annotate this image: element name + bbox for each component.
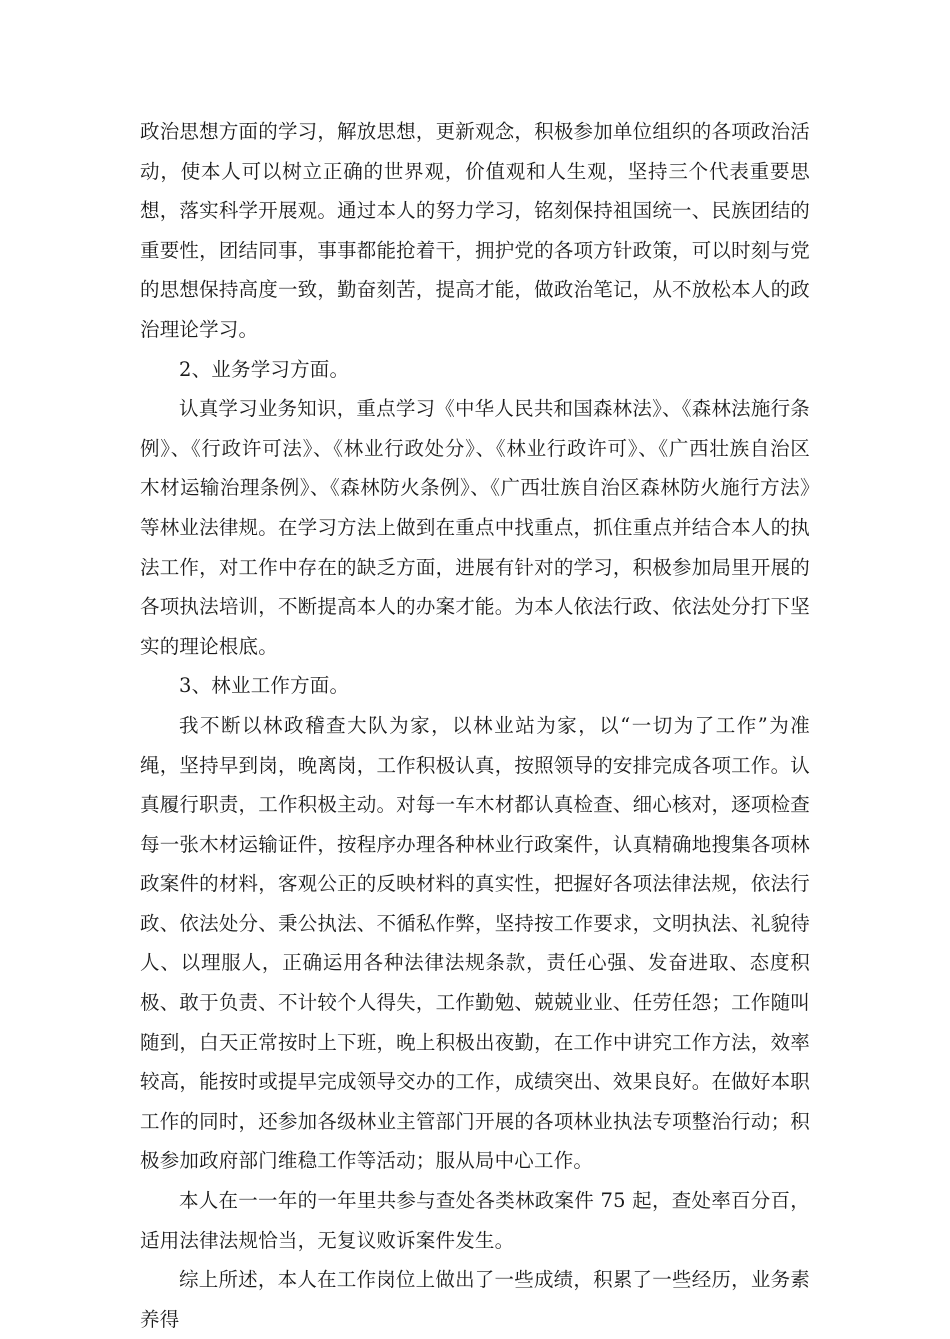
paragraph-case-summary: 本人在一一年的一年里共参与查处各类林政案件 75 起，查处率百分百，适用法律法规恰当，无复议败诉案件发生。: [140, 1189, 810, 1252]
heading-business-study: 2、业务学习方面。: [179, 357, 350, 381]
paragraph-business-study: 认真学习业务知识，重点学习《中华人民共和国森林法》、《森林法施行条例》、《行政许可法》、《林业行政处分》、《林业行政许可》、《广西壮族自治区木材运输治理条例》、《森林防火条例》、《广西壮族自治区森林防火施行方法》等林业法律规。在学习方法上做到在重点中找重点，抓住重点并结合本人的执法工作，对工作中存在的缺乏方面，进展有针对的学习，积极参加局里开展的各项执法培训，不断提高本人的办案才能。为本人依法行政、依法处分打下坚实的理论根底。: [140, 397, 810, 658]
heading-forestry-work: 3、林业工作方面。: [179, 674, 350, 698]
paragraph-forestry-work: 我不断以林政稽查大队为家，以林业站为家，以“一切为了工作”为准绳，坚持早到岗，晚离岗，工作积极认真，按照领导的安排完成各项工作。认真履行职责，工作积极主动。对每一车木材都认真检查、细心核对，逐项检查每一张木材运输证件，按程序办理各种林业行政案件，认真精确地搜集各项林政案件的材料，客观公正的反映材料的真实性，把握好各项法律法规，依法行政、依法处分、秉公执法、不循私作弊，坚持按工作要求，文明执法、礼貌待人、以理服人，正确运用各种法律法规条款，责任心强、发奋进取、态度积极、敢于负责、不计较个人得失，工作勤勉、兢兢业业、任劳任怨；工作随叫随到，白天正常按时上下班，晚上积极出夜勤，在工作中讲究工作方法，效率较高，能按时或提早完成领导交办的工作，成绩突出、效果良好。在做好本职工作的同时，还参加各级林业主管部门开展的各项林业执法专项整治行动；积极参加政府部门维稳工作等活动；服从局中心工作。: [140, 713, 810, 1173]
paragraph-conclusion: 综上所述，本人在工作岗位上做出了一些成绩，积累了一些经历，业务素养得: [140, 1268, 810, 1331]
paragraph-political-study: 政治思想方面的学习，解放思想，更新观念，积极参加单位组织的各项政治活动，使本人可以树立正确的世界观，价值观和人生观，坚持三个代表重要思想，落实科学开展观。通过本人的努力学习，铭刻保持祖国统一、民族团结的重要性，团结同事，事事都能抢着干，拥护党的各项方针政策，可以时刻与党的思想保持高度一致，勤奋刻苦，提高才能，做政治笔记，从不放松本人的政治理论学习。: [140, 120, 810, 341]
document-body: [140, 112, 810, 1339]
